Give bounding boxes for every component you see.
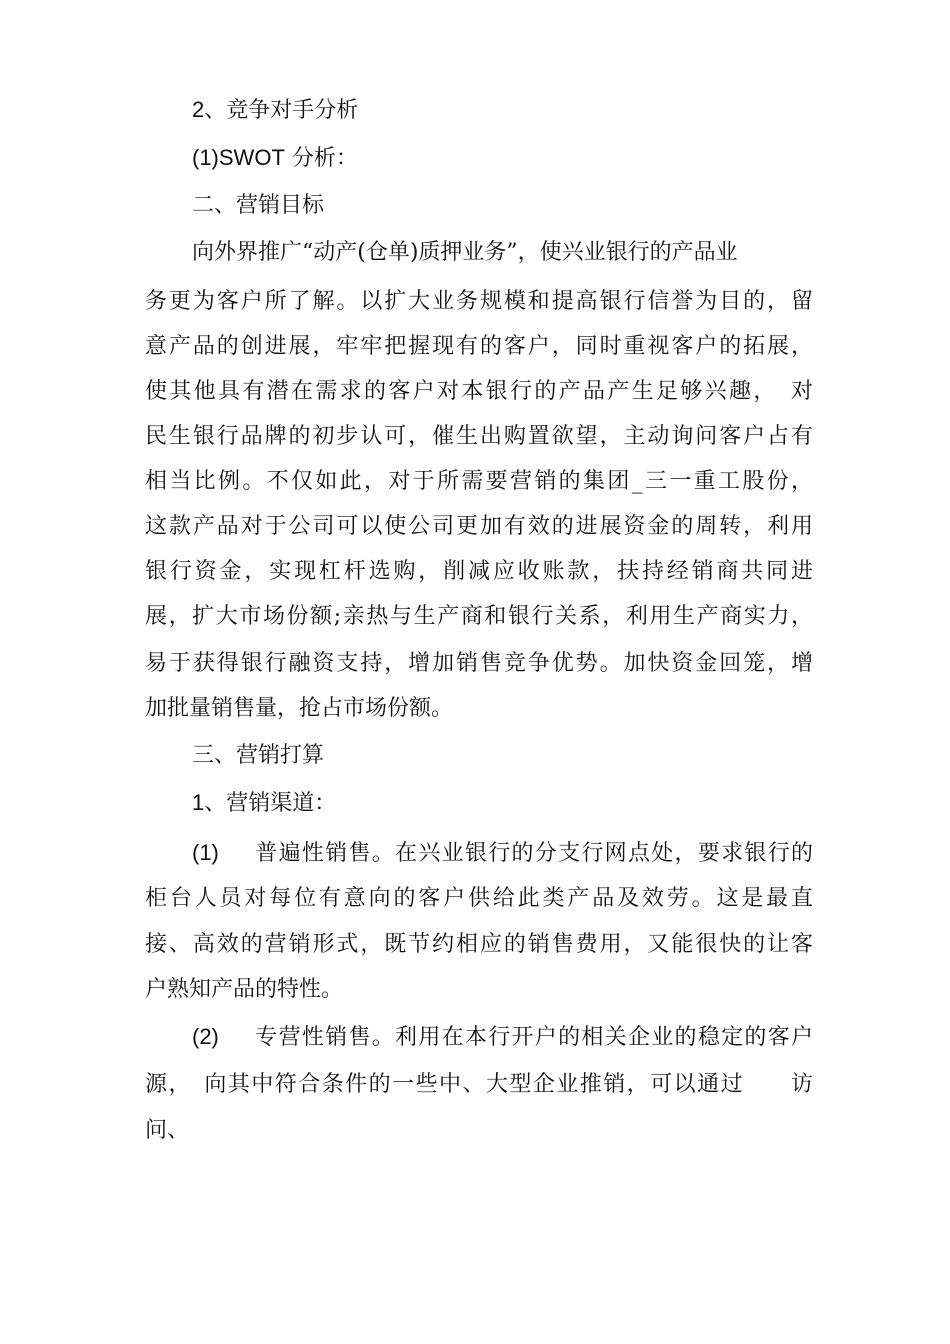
heading-marketing-goal: 二、营销目标 <box>192 193 325 218</box>
item-2-line: 源， 向其中符合条件的一些中、大型企业推销，可以通过 访 <box>145 1072 813 1097</box>
item-1-line: 户熟知产品的特性。 <box>145 977 344 1002</box>
item-2-line: 问、 <box>145 1118 190 1143</box>
goal-line: 使其他具有潜在需求的客户对本银行的产品产生足够兴趣， 对 <box>145 379 813 404</box>
goal-line: 意产品的创进展，牢牢把握现有的客户，同时重视客户的拓展， <box>145 334 813 359</box>
heading-competitor-analysis: 2、竞争对手分析 <box>192 97 359 123</box>
item-1-line: 接、高效的营销形式，既节约相应的销售费用，又能很快的让客 <box>145 932 813 957</box>
item-1-line: (1) 普遍性销售。在兴业银行的分支行网点处，要求银行的 <box>192 840 813 866</box>
goal-line: 务更为客户所了解。以扩大业务规模和提高银行信誉为目的，留 <box>145 289 813 314</box>
goal-line: 相当比例。不仅如此，对于所需要营销的集团_三一重工股份， <box>145 469 813 494</box>
goal-line: 加批量销售量，抢占市场份额。 <box>145 696 454 721</box>
goal-line: 向外界推广“动产(仓单)质押业务”，使兴业银行的产品业 <box>192 240 738 265</box>
heading-marketing-plan: 三、营销打算 <box>192 743 325 768</box>
item-1-line: 柜台人员对每位有意向的客户供给此类产品及效劳。这是最直 <box>145 886 813 911</box>
goal-line: 民生银行品牌的初步认可，催生出购置欲望，主动询问客户占有 <box>145 424 813 449</box>
goal-line: 银行资金，实现杠杆选购，削减应收账款，扶持经销商共同进 <box>145 559 813 584</box>
goal-line: 易于获得银行融资支持，增加销售竞争优势。加快资金回笼，增 <box>145 651 813 676</box>
heading-marketing-channel: 1、营销渠道： <box>192 790 337 816</box>
goal-line: 展，扩大市场份额;亲热与生产商和银行关系，利用生产商实力， <box>145 604 813 629</box>
item-2-line: (2) 专营性销售。利用在本行开户的相关企业的稳定的客户 <box>192 1024 813 1050</box>
heading-swot: (1)SWOT 分析： <box>192 145 358 171</box>
goal-line: 这款产品对于公司可以使公司更加有效的进展资金的周转，利用 <box>145 514 813 539</box>
